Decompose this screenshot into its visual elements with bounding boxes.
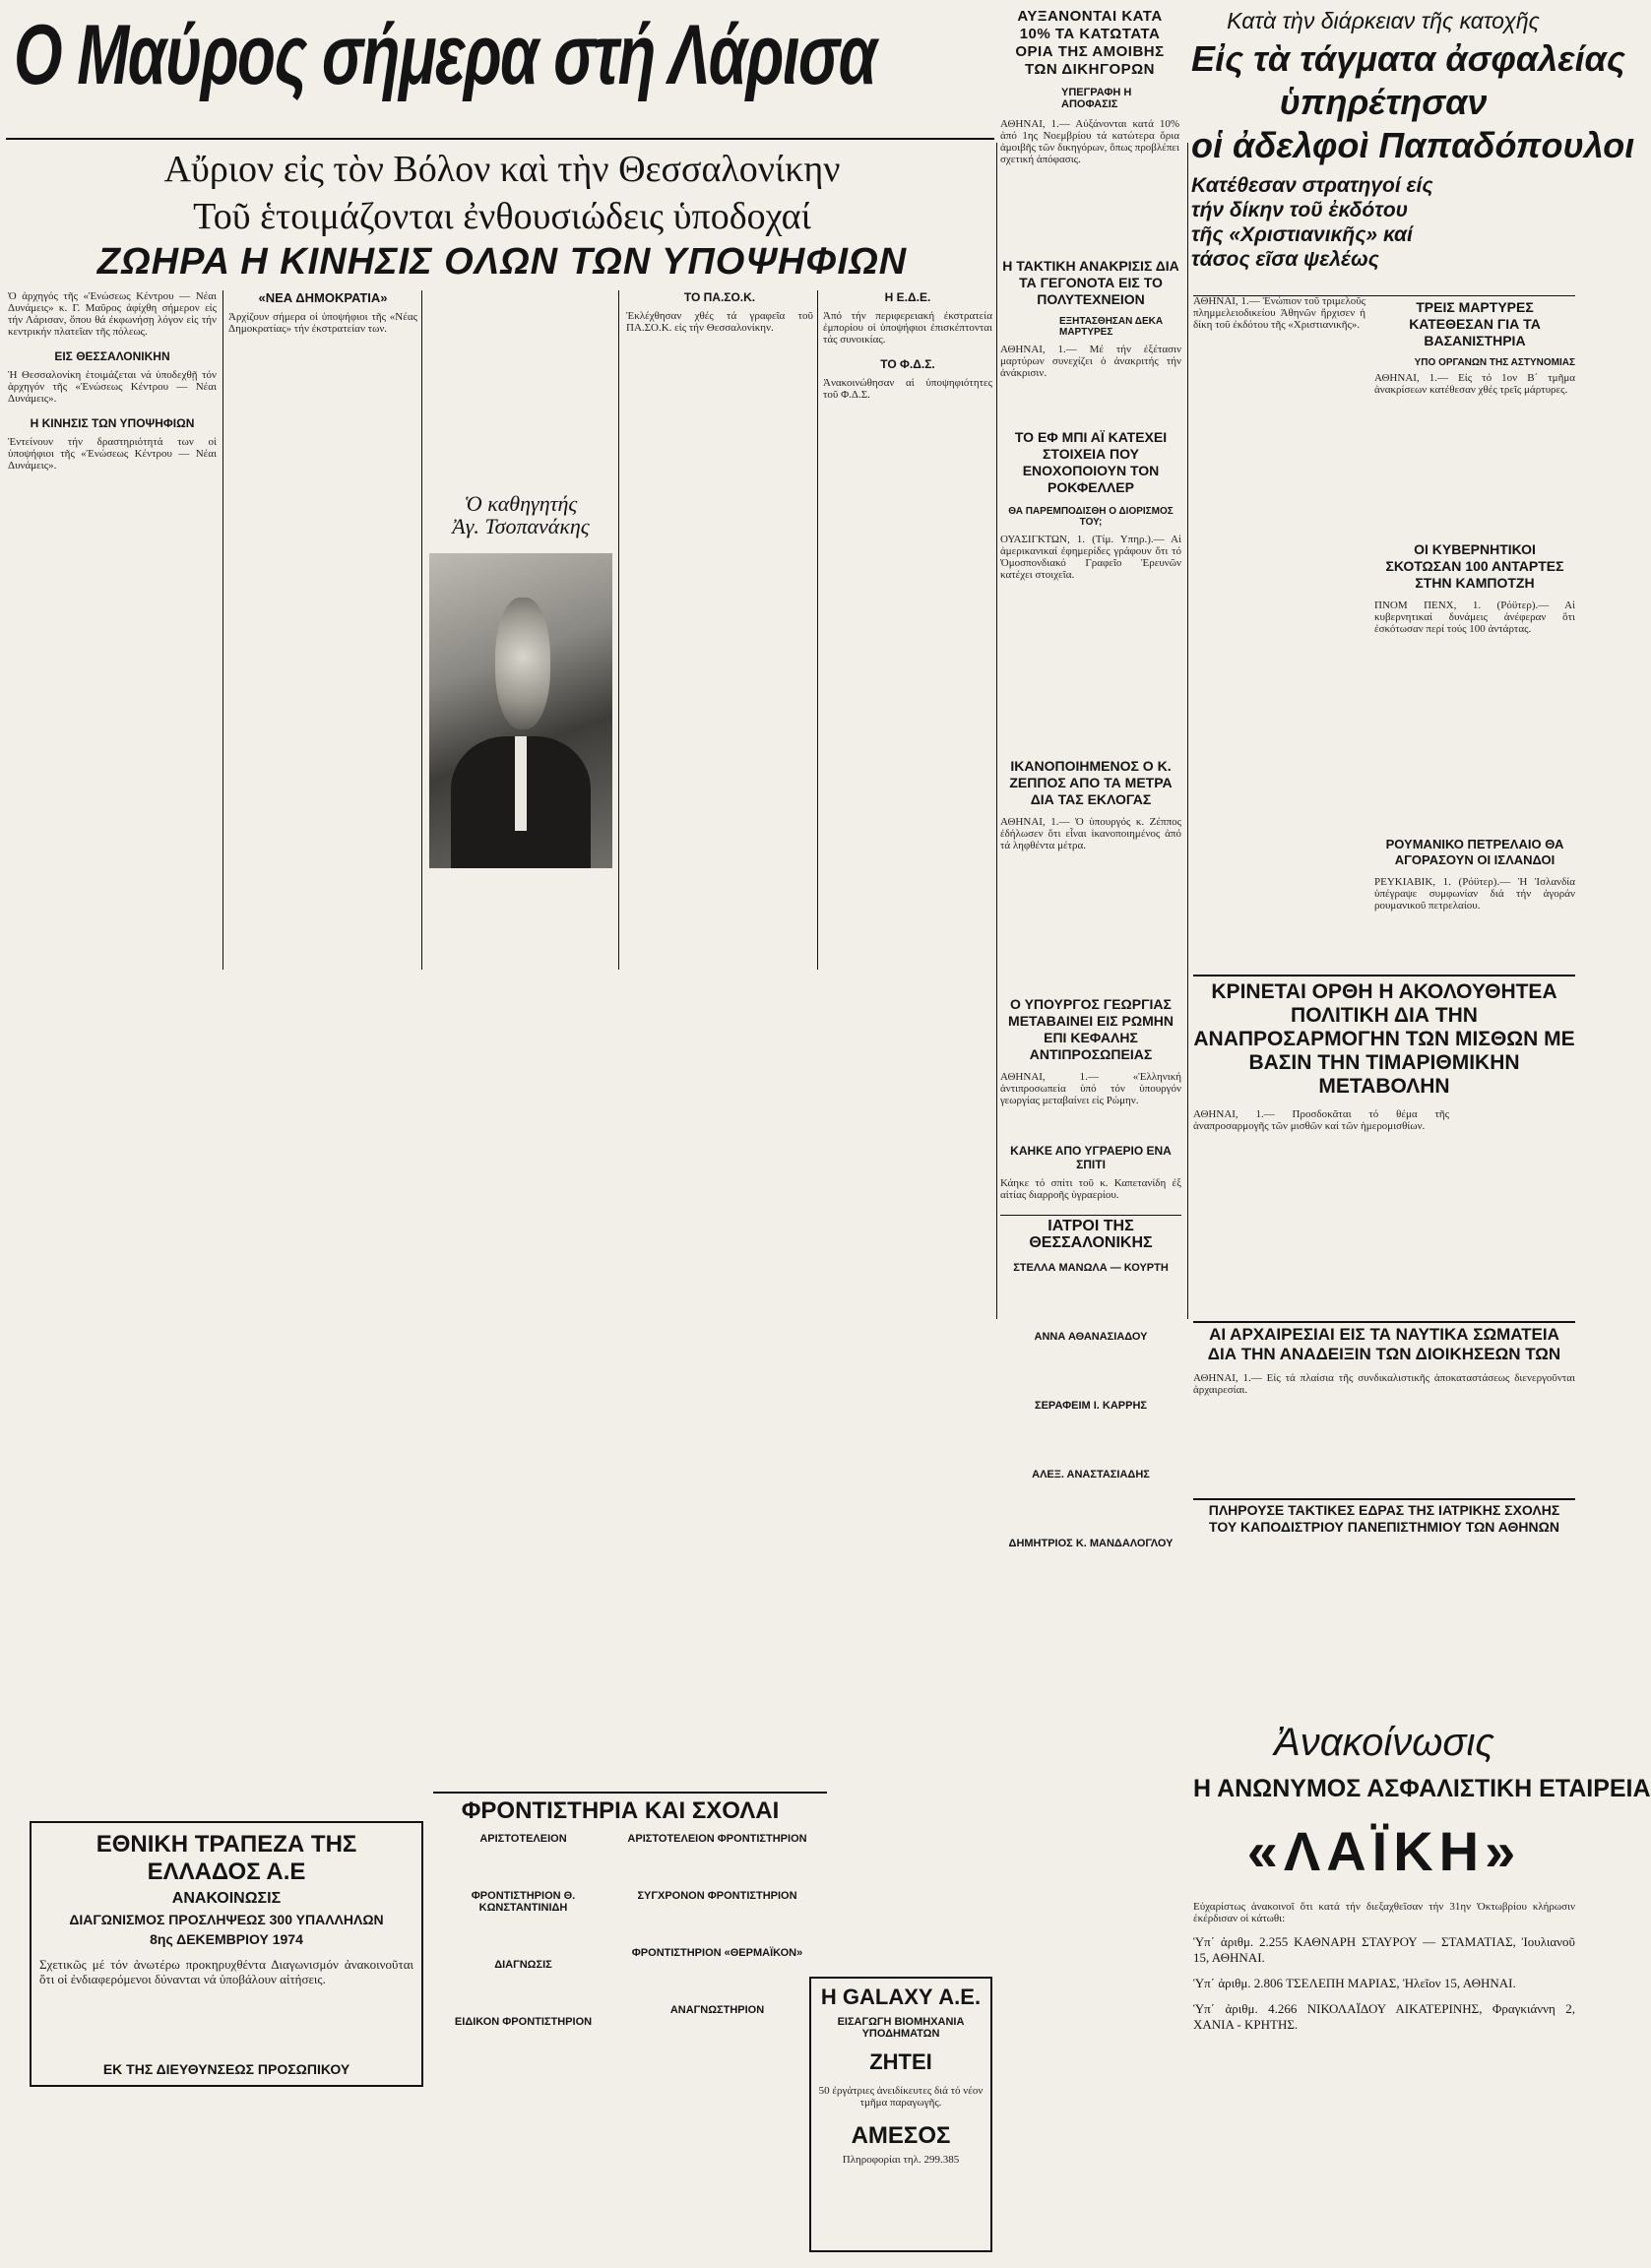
professor-photo-block bbox=[423, 492, 618, 915]
pasok-subhead: ΤΟ ΠΑ.ΣΟ.Κ. bbox=[683, 290, 756, 304]
fire-article bbox=[1000, 1144, 1181, 1213]
school-entry: ΕΙΔΙΚΟΝ ΦΡΟΝΤΙΣΤΗΡΙΟΝ bbox=[454, 2016, 593, 2028]
fds-subhead: ΤΟ Φ.Δ.Σ. bbox=[880, 357, 935, 371]
doctors-rule bbox=[1000, 1215, 1181, 1216]
main-story-column-3 bbox=[427, 290, 614, 468]
papadopoulos-deck: Κατέθεσαν στρατηγοί είς τήν δίκην τοῦ ἐκδότου τῆς «Χριστιανικῆς» καί τάσος εῖσα ψελέως bbox=[1191, 174, 1433, 272]
doctor-entry: ΣΕΡΑΦΕΙΜ Ι. ΚΑΡΡΗΣ bbox=[1034, 1399, 1148, 1412]
school-entry: ΑΝΑΓΝΩΣΤΗΡΙΟΝ bbox=[669, 2004, 765, 2016]
salaries-lead: ΑΘΗΝΑΙ, 1.— Προσδοκᾶται τό θέμα τῆς ἀναπροσαρμογῆς τῶν μισθῶν καί τῶν ἡμερομισθίων. bbox=[1193, 1108, 1449, 1132]
insurance-kicker: Ἀνακοίνωσις bbox=[1274, 1721, 1494, 1764]
lawyers-article bbox=[1000, 8, 1179, 269]
medical-headline: ΠΛΗΡΟΥΣΕ ΤΑΚΤΙΚΕΣ ΕΔΡΑΣ ΤΗΣ ΙΑΤΡΙΚΗΣ ΣΧΟΛΗΣ ΤΟΥ ΚΑΠΟΔΙΣΤΡΙΟΥ ΠΑΝΕΠΙΣΤΗΜΙΟΥ ΤΩΝ ΑΘΗΝΩΝ bbox=[1208, 1502, 1560, 1535]
kampoti-lead: ΠΝΟΜ ΠΕΝΧ, 1. (Ρόϋτερ).— Αἱ κυβερνητικαί δυνάμεις ἀνέφεραν ὅτι ἐσκότωσαν περί τούς 100 ἀντάρτας. bbox=[1374, 599, 1575, 635]
main-headline-block bbox=[6, 0, 994, 134]
witnesses-article bbox=[1193, 295, 1575, 404]
doctor-entry: ΔΗΜΗΤΡΙΟΣ Κ. ΜΑΝΔΑΛΟΓΛΟΥ bbox=[1008, 1537, 1174, 1549]
main-headline: Ο Μαύρος σήμερα στή Λάρισα bbox=[14, 8, 876, 102]
galaxy-wants: ΖΗΤΕΙ bbox=[869, 2049, 932, 2074]
column-rule bbox=[222, 290, 223, 970]
zeppos-article bbox=[1000, 758, 1181, 984]
papadopoulos-headline-3: οἱ ἀδελφοὶ Παπαδόπουλοι bbox=[1191, 124, 1635, 165]
kampoti-article bbox=[1374, 541, 1575, 719]
galaxy-cta: ΑΜΕΣΟΣ bbox=[851, 2122, 951, 2149]
investigation-lead: ΑΘΗΝΑΙ, 1.— Μέ τήν ἐξέτασιν μαρτύρων συνεχίζει ὁ ἀνακριτής τήν ἀνάκρισιν. bbox=[1000, 344, 1181, 379]
winner-entry: Ὑπ΄ ἀριθμ. 2.255 ΚΑΘΝΑΡΗ ΣΤΑΥΡΟΥ — ΣΤΑΜΑΤΙΑΣ, Ἰουλιανοῦ 15, ΑΘΗΝΑΙ. bbox=[1193, 1934, 1575, 1965]
lawyers-headline: ΑΥΞΑΝΟΝΤΑΙ ΚΑΤΑ 10% ΤΑ ΚΑΤΩΤΑΤΑ ΟΡΙΑ ΤΗΣ ΑΜΟΙΒΗΣ ΤΩΝ ΔΙΚΗΓΟΡΩΝ bbox=[1015, 8, 1165, 78]
salaries-headline: ΚΡΙΝΕΤΑΙ ΟΡΘΗ Η ΑΚΟΛΟΥΘΗΤΕΑ ΠΟΛΙΤΙΚΗ ΔΙΑ ΤΗΝ ΑΝΑΠΡΟΣΑΡΜΟΓΗΝ ΤΩΝ ΜΙΣΘΩΝ ΜΕ ΒΑΣΙΝ ΤΗΝ ΤΙΜΑΡΙΘΜΙΚΗΝ ΜΕΤΑΒΟΛΗΝ bbox=[1193, 980, 1575, 1098]
doctor-entry: ΣΤΕΛΛΑ ΜΑΝΩΛΑ — ΚΟΥΡΤΗ bbox=[1013, 1261, 1169, 1274]
bank-ad-footer: ΕΚ ΤΗΣ ΔΙΕΥΘΥΝΣΕΩΣ ΠΡΟΣΩΠΙΚΟΥ bbox=[102, 2061, 350, 2077]
dimokratia-lead: Ἀρχίζουν σήμερα οἱ ὑποψήφιοι τῆς «Νέας Δημοκρατίας» τήν ἐκστρατείαν των. bbox=[228, 311, 417, 335]
fire-headline: ΚΑΗΚΕ ΑΠΟ ΥΓΡΑΕΡΙΟ ΕΝΑ ΣΠΙΤΙ bbox=[1010, 1144, 1172, 1171]
galaxy-phone: Πληροφορίαι τηλ. 299.385 bbox=[842, 2154, 960, 2166]
candidates-subhead: Η ΚΙΝΗΣΙΣ ΤΩΝ ΥΠΟΨΗΦΙΩΝ bbox=[30, 416, 195, 430]
insurance-body: Εὐχαρίστως ἀνακοινοῖ ὅτι κατά τήν διεξαχθεῖσαν τήν 31ην Ὀκτωβρίου κλήρωσιν ἐκέρδισαν οἱ κάτωθι: bbox=[1193, 1901, 1575, 1924]
schools-list bbox=[433, 1833, 807, 2067]
bank-ad bbox=[30, 1821, 423, 2087]
deck-line-1: Αὔριον εἰς τὸν Βόλον καὶ τὴν Θεσσαλονίκην bbox=[163, 149, 841, 190]
galaxy-title: Η GALAXY Α.Ε. bbox=[820, 1984, 982, 2009]
fds-lead: Ἀνακοινώθησαν αἱ ὑποψηφιότητες τοῦ Φ.Δ.Σ. bbox=[823, 377, 992, 401]
romania-lead: ΡΕΥΚΙΑΒΙΚ, 1. (Ρόϋτερ).— Ἡ Ἰσλανδία ὑπέγραψε συμφωνίαν διά τήν ἀγοράν ρουμανικοῦ πετρελαίου. bbox=[1374, 876, 1575, 912]
ede-lead: Ἀπό τήν περιφερειακή ἐκστρατεία ἐμπορίου οἱ ὑποψήφιοι ἐπισκέπτονται τάς συνοικίας. bbox=[823, 310, 992, 346]
georgia-article bbox=[1000, 996, 1181, 1144]
papadopoulos-headline-2: ὑπηρέτησαν bbox=[1279, 81, 1488, 122]
romania-headline: ΡΟΥΜΑΝΙΚΟ ΠΕΤΡΕΛΑΙΟ ΘΑ ΑΓΟΡΑΣΟΥΝ ΟΙ ΙΣΛΑΝΔΟΙ bbox=[1385, 837, 1564, 867]
bank-ad-sub1: ΑΝΑΚΟΙΝΩΣΙΣ bbox=[171, 1890, 282, 1907]
bank-ad-title: ΕΘΝΙΚΗ ΤΡΑΠΕΖΑ ΤΗΣ ΕΛΛΑΔΟΣ Α.Ε bbox=[95, 1831, 357, 1885]
winner-entry: Ὑπ΄ ἀριθμ. 4.266 ΝΙΚΟΛΑΪΔΟΥ ΑΙΚΑΤΕΡΙΝΗΣ, Φραγκιάννη 2, ΧΑΝΙΑ - ΚΡΗΤΗΣ. bbox=[1193, 2001, 1575, 2032]
main-story-lead: Ὁ ἀρχηγός τῆς «Ἑνώσεως Κέντρου — Νέαι Δυνάμεις» κ. Γ. Μαῦρος ἀφίχθη σήμερον εἰς τήν Λάρισαν, ὅπου θά ἐκφωνήσῃ λόγον εἰς τήν κεντρικήν πλατεῖαν τῆς πόλεως. bbox=[8, 290, 217, 338]
papadopoulos-article bbox=[1191, 8, 1635, 272]
school-entry: ΔΙΑΓΝΩΣΙΣ bbox=[494, 1959, 552, 1971]
witnesses-headline: ΤΡΕΙΣ ΜΑΡΤΥΡΕΣ ΚΑΤΕΘΕΣΑΝ ΓΙΑ ΤΑ ΒΑΣΑΝΙΣΤΗΡΙΑ bbox=[1409, 299, 1541, 348]
thessaloniki-subhead: ΕΙΣ ΘΕΣΣΑΛΟΝΙΚΗΝ bbox=[54, 349, 170, 363]
investigation-article bbox=[1000, 258, 1181, 425]
column-rule bbox=[421, 290, 422, 970]
fire-lead: Κάηκε τό σπίτι τοῦ κ. Καπετανίδη ἐξ αἰτίας διαρροῆς ὑγραερίου. bbox=[1000, 1177, 1181, 1201]
insurance-winners bbox=[1193, 1934, 1575, 2033]
school-entry: ΑΡΙΣΤΟΤΕΛΕΙΟΝ ΦΡΟΝΤΙΣΤΗΡΙΟΝ bbox=[627, 1833, 807, 1845]
professor-caption-name: Ἀγ. Τσοπανάκης bbox=[452, 514, 590, 539]
thessaloniki-lead: Ἡ Θεσσαλονίκη ἑτοιμάζεται νά ὑποδεχθῇ τόν ἀρχηγόν τῆς «Ἑνώσεως Κέντρου — Νέαι Δυνάμεις». bbox=[8, 369, 217, 405]
witnesses-lead: ΑΘΗΝΑΙ, 1.— Εἰς τό 1ον Β΄ τμῆμα ἀνακρίσεων κατέθεσαν χθές τρεῖς μάρτυρες. bbox=[1374, 372, 1575, 396]
witnesses-subhead: ΥΠΟ ΟΡΓΑΝΩΝ ΤΗΣ ΑΣΤΥΝΟΜΙΑΣ bbox=[1414, 357, 1575, 368]
romania-article bbox=[1374, 837, 1575, 975]
unions-headline: ΑΙ ΑΡΧΑΙΡΕΣΙΑΙ ΕΙΣ ΤΑ ΝΑΥΤΙΚΑ ΣΩΜΑΤΕΙΑ ΔΙΑ ΤΗΝ ΑΝΑΔΕΙΞΙΝ ΤΩΝ ΔΙΟΙΚΗΣΕΩΝ ΤΩΝ bbox=[1207, 1325, 1561, 1363]
unions-rule bbox=[1193, 1321, 1575, 1323]
medical-article bbox=[1193, 1502, 1575, 1699]
lawyers-subhead: ΥΠΕΓΡΑΦΗ Η ΑΠΟΦΑΣΙΣ bbox=[1061, 87, 1132, 110]
insurance-name: «ΛΑΪΚΗ» bbox=[1246, 1820, 1522, 1882]
papadopoulos-lead: ΑΘΗΝΑΙ, 1.— Ἐνώπιον τοῦ τριμελοῦς πλημμελειοδικείου Ἀθηνῶν ἤρχισεν ἡ δίκη τοῦ ἐκδότου τῆς «Χριστιανικῆς». bbox=[1193, 295, 1365, 331]
school-entry: ΦΡΟΝΤΙΣΤΗΡΙΟΝ «ΘΕΡΜΑΪΚΟΝ» bbox=[631, 1947, 803, 1959]
unions-lead: ΑΘΗΝΑΙ, 1.— Εἰς τά πλαίσια τῆς συνδικαλιστικῆς ἀποκαταστάσεως διενεργοῦνται ἀρχαιρεσίαι. bbox=[1193, 1372, 1575, 1396]
school-entry: ΑΡΙΣΤΟΤΕΛΕΙΟΝ bbox=[479, 1833, 567, 1845]
fbi-subhead: ΘΑ ΠΑΡΕΜΠΟΔΙΣΘΗ Ο ΔΙΟΡΙΣΜΟΣ ΤΟΥ; bbox=[1008, 506, 1174, 528]
main-story-column-4 bbox=[626, 290, 813, 1285]
witnesses-box bbox=[1374, 299, 1575, 398]
salaries-article bbox=[1193, 980, 1575, 1286]
galaxy-sub: ΕΙΣΑΓΩΓΗ ΒΙΟΜΗΧΑΝΙΑ ΥΠΟΔΗΜΑΤΩΝ bbox=[837, 2016, 965, 2040]
doctors-list bbox=[1000, 1262, 1181, 1549]
unions-article bbox=[1193, 1325, 1575, 1482]
papadopoulos-headline-1: Εἰς τὰ τάγματα ἀσφαλείας bbox=[1191, 38, 1625, 79]
schools-rule bbox=[433, 1792, 827, 1794]
kampoti-headline: ΟΙ ΚΥΒΕΡΝΗΤΙΚΟΙ ΣΚΟΤΩΣΑΝ 100 ΑΝΤΑΡΤΕΣ ΣΤΗΝ ΚΑΜΠΟΤΖΗ bbox=[1385, 541, 1564, 591]
photo-face bbox=[495, 598, 550, 729]
main-story-column-1 bbox=[8, 290, 217, 1285]
zeppos-lead: ΑΘΗΝΑΙ, 1.— Ὁ ὑπουργός κ. Ζέππος ἐδήλωσεν ὅτι εἶναι ἱκανοποιημένος ἀπό τά ληφθέντα μέτρα. bbox=[1000, 816, 1181, 851]
insurance-line: Η ΑΝΩΝΥΜΟΣ ΑΣΦΑΛΙΣΤΙΚΗ ΕΤΑΙΡΕΙΑ bbox=[1193, 1775, 1651, 1802]
candidates-lead: Ἐντείνουν τήν δραστηριότητά των οἱ ὑποψήφιοι τῆς «Ἑνώσεως Κέντρου — Νέαι Δυνάμεις». bbox=[8, 436, 217, 472]
school-entry: ΦΡΟΝΤΙΣΤΗΡΙΟΝ Θ. ΚΩΝΣΤΑΝΤΙΝΙΔΗ bbox=[471, 1890, 576, 1914]
pasok-lead: Ἐκλέχθησαν χθές τά γραφεῖα τοῦ ΠΑ.ΣΟ.Κ. εἰς τήν Θεσσαλονίκην. bbox=[626, 310, 813, 334]
schools-section bbox=[433, 1797, 807, 2260]
papadopoulos-kicker: Κατὰ τὴν διάρκειαν τῆς κατοχῆς bbox=[1227, 8, 1540, 33]
winner-entry: Ὑπ΄ ἀριθμ. 2.806 ΤΣΕΛΕΠΗ ΜΑΡΙΑΣ, Ἠλεῖον 15, ΑΘΗΝΑΙ. bbox=[1193, 1976, 1516, 1990]
main-story-column-5 bbox=[823, 290, 992, 1285]
medical-rule bbox=[1193, 1498, 1575, 1500]
photo-tie bbox=[515, 736, 526, 831]
lawyers-lead: ΑΘΗΝΑΙ, 1.— Αὐξάνονται κατά 10% ἀπό 1ης Νοεμβρίου τά κατώτερα ὅρια ἀμοιβῆς τῶν δικηγόρων, ὅπως προβλέπει σχετική ἀπόφασις. bbox=[1000, 118, 1179, 165]
ede-subhead: Η Ε.Δ.Ε. bbox=[884, 290, 931, 304]
investigation-subhead: ΕΞΗΤΑΣΘΗΣΑΝ ΔΕΚΑ ΜΑΡΤΥΡΕΣ bbox=[1059, 316, 1164, 338]
doctors-directory bbox=[1000, 1219, 1181, 1573]
bank-ad-sub2: ΔΙΑΓΩΝΙΣΜΟΣ ΠΡΟΣΛΗΨΕΩΣ 300 ΥΠΑΛΛΗΛΩΝ bbox=[69, 1912, 384, 1927]
column-rule bbox=[817, 290, 818, 970]
schools-headline: ΦΡΟΝΤΙΣΤΗΡΙΑ ΚΑΙ ΣΧΟΛΑΙ bbox=[461, 1797, 780, 1824]
deck-line-3: ΖΩΗΡΑ Η ΚΙΝΗΣΙΣ ΟΛΩΝ ΤΩΝ ΥΠΟΨΗΦΙΩΝ bbox=[96, 241, 908, 283]
fbi-headline: ΤΟ ΕΦ ΜΠΙ ΑΪ ΚΑΤΕΧΕΙ ΣΤΟΙΧΕΙΑ ΠΟΥ ΕΝΟΧΟΠΟΙΟΥΝ ΤΟΝ ΡΟΚΦΕΛΛΕΡ bbox=[1014, 429, 1168, 495]
main-story-column-2 bbox=[228, 290, 417, 1285]
galaxy-body: 50 ἐργάτριες ἀνειδίκευτες διά τό νέον τμῆμα παραγωγῆς. bbox=[818, 2085, 984, 2109]
professor-caption-title: Ὁ καθηγητής bbox=[464, 491, 578, 516]
school-entry: ΣΥΓΧΡΟΝΟΝ ΦΡΟΝΤΙΣΤΗΡΙΟΝ bbox=[637, 1890, 797, 1902]
fbi-lead: ΟΥΑΣΙΓΚΤΩΝ, 1. (Τίμ. Υπηρ.).— Αἱ ἀμερικανικαί ἐφημερίδες γράφουν ὅτι τό Ὁμοσπονδιακό Γραφεῖο Ἐρευνῶν κατέχει στοιχεῖα. bbox=[1000, 534, 1181, 581]
banner-rule bbox=[6, 138, 994, 140]
salaries-rule bbox=[1193, 975, 1575, 976]
column-rule bbox=[1187, 143, 1188, 1319]
bank-ad-date: 8ης ΔΕΚΕΜΒΡΙΟΥ 1974 bbox=[150, 1931, 303, 1947]
zeppos-headline: ΙΚΑΝΟΠΟΙΗΜΕΝΟΣ Ο Κ. ΖΕΠΠΟΣ ΑΠΟ ΤΑ ΜΕΤΡΑ ΔΙΑ ΤΑΣ ΕΚΛΟΓΑΣ bbox=[1009, 758, 1173, 807]
column-rule bbox=[618, 290, 619, 970]
georgia-headline: Ο ΥΠΟΥΡΓΟΣ ΓΕΩΡΓΙΑΣ ΜΕΤΑΒΑΙΝΕΙ ΕΙΣ ΡΩΜΗΝ ΕΠΙ ΚΕΦΑΛΗΣ ΑΝΤΙΠΡΟΣΩΠΕΙΑΣ bbox=[1008, 996, 1174, 1062]
doctor-entry: ΑΛΕΞ. ΑΝΑΣΤΑΣΙΑΔΗΣ bbox=[1032, 1468, 1150, 1480]
deck-line-2: Τοῦ ἑτοιμάζονται ἐνθουσιώδεις ὑποδοχαί bbox=[193, 196, 811, 237]
fbi-article bbox=[1000, 429, 1181, 754]
column-rule bbox=[996, 143, 997, 1319]
galaxy-ad bbox=[809, 1977, 992, 2252]
doctors-headline: ΙΑΤΡΟΙ ΤΗΣ ΘΕΣΣΑΛΟΝΙΚΗΣ bbox=[1029, 1218, 1153, 1251]
doctor-entry: ΑΝΝΑ ΑΘΑΝΑΣΙΑΔΟΥ bbox=[1034, 1330, 1148, 1343]
investigation-headline: Η ΤΑΚΤΙΚΗ ΑΝΑΚΡΙΣΙΣ ΔΙΑ ΤΑ ΓΕΓΟΝΟΤΑ ΕΙΣ ΤΟ ΠΟΛΥΤΕΧΝΕΙΟΝ bbox=[1002, 258, 1179, 307]
dimokratia-subhead: «ΝΕΑ ΔΗΜΟΚΡΑΤΙΑ» bbox=[258, 290, 388, 305]
insurance-ad bbox=[1193, 1721, 1651, 2264]
bank-ad-body: Σχετικῶς μέ τόν ἀνωτέρω προκηρυχθέντα Διαγωνισμόν ἀνακοινοῦται ὅτι οἱ ἐνδιαφερόμενοι δύνανται νά ὑποβάλουν αἰτήσεις. bbox=[39, 1957, 413, 1986]
professor-photo bbox=[429, 553, 612, 868]
georgia-lead: ΑΘΗΝΑΙ, 1.— «Ἑλληνική ἀντιπροσωπεία ὑπό τόν ὑπουργόν γεωργίας μεταβαίνει εἰς Ρώμην. bbox=[1000, 1071, 1181, 1106]
